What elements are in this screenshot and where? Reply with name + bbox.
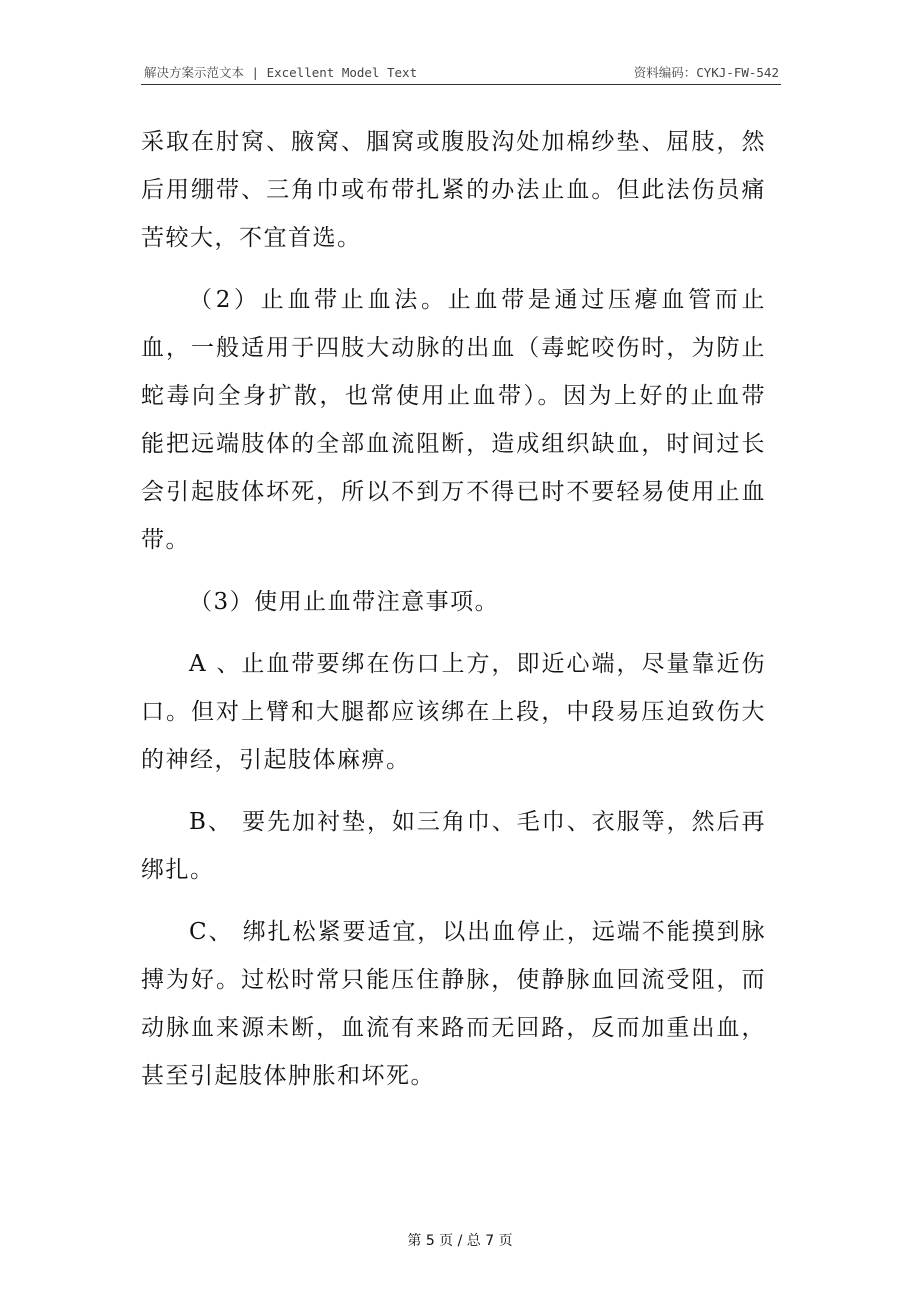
paragraph-continued: 采取在肘窝、腋窝、腘窝或腹股沟处加棉纱垫、屈肢，然后用绷带、三角巾或布带扎紧的办法止血。但此法伤员痛苦较大，不宜首选。 — [141, 129, 766, 251]
page-header — [141, 58, 781, 85]
page-number: 第 5 页 / 总 7 页 — [407, 1233, 513, 1249]
header-title: 解决方案示范文本 | Excellent Model Text — [144, 65, 418, 80]
document-code: 资料编码：CYKJ-FW-542 — [633, 65, 779, 80]
paragraph-note-c: C、 绑扎松紧要适宜，以出血停止，远端不能摸到脉搏为好。过松时常只能压住静脉，使静脉血回流受阻，而动脉血来源未断，血流有来路而无回路，反而加重出血，甚至引起肢体肿胀和坏死。 — [141, 919, 766, 1089]
paragraph-tourniquet-method: （2）止血带止血法。止血带是通过压瘪血管而止血，一般适用于四肢大动脉的出血（毒蛇咬伤时，为防止蛇毒向全身扩散，也常使用止血带）。因为上好的止血带能把远端肢体的全部血流阻断，造成组织缺血，时间过长会引起肢体坏死，所以不到万不得已时不要轻易使用止血带。 — [141, 287, 766, 553]
paragraph-note-a: A 、止血带要绑在伤口上方，即近心端，尽量靠近伤口。但对上臂和大腿都应该绑在上段，中段易压迫致伤大的神经，引起肢体麻痹。 — [141, 651, 766, 773]
document-body — [141, 118, 766, 1114]
page-footer — [0, 1230, 920, 1250]
paragraph-tourniquet-notes-heading: （3）使用止血带注意事项。 — [189, 589, 500, 615]
paragraph-note-b: B、 要先加衬垫，如三角巾、毛巾、衣服等，然后再绑扎。 — [141, 809, 766, 883]
